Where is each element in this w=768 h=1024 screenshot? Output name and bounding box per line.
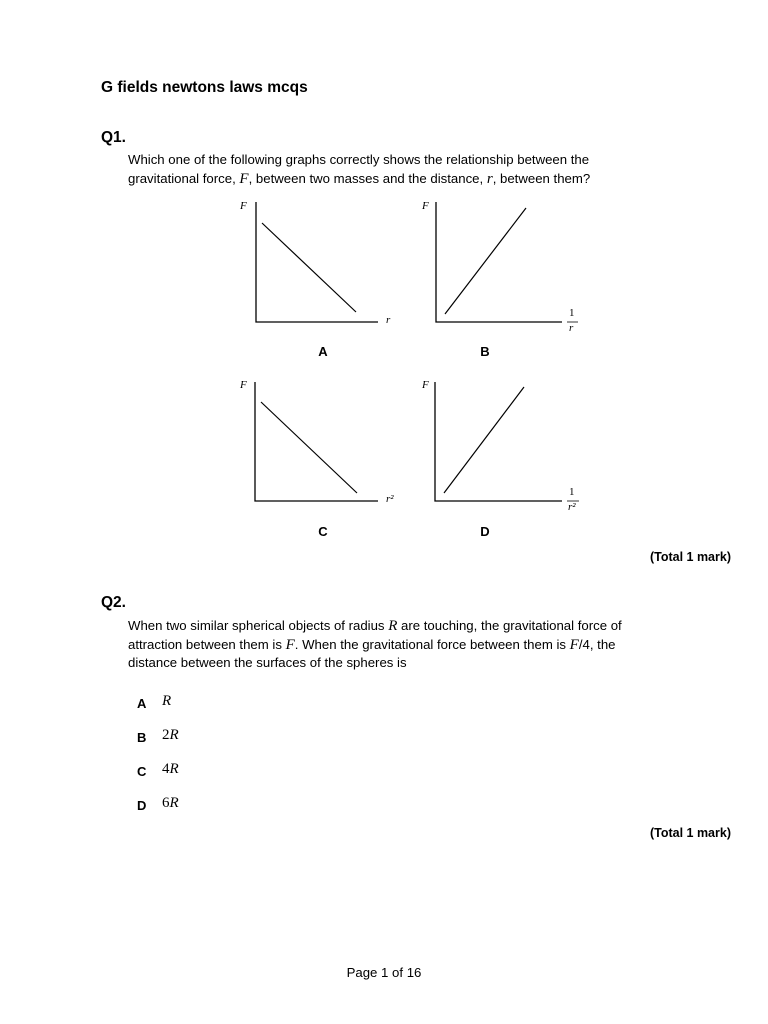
option-a-value: R <box>162 693 172 709</box>
option-b[interactable] <box>137 727 179 747</box>
question-2-line-2: attraction between them is F. When the gravitational force between them is F/4, the <box>128 636 616 653</box>
option-b-letter: B <box>137 730 147 745</box>
graph-d-label: D <box>480 524 490 539</box>
var-F: F <box>239 170 249 187</box>
question-1-number: Q1. <box>101 129 126 146</box>
graph-b-x-label-num: 1 <box>569 307 575 319</box>
graph-c-x-label: r² <box>386 493 394 505</box>
var-F: F <box>569 636 579 653</box>
var-R: R <box>388 618 398 634</box>
graph-a-axes <box>256 202 378 322</box>
graph-a-y-label: F <box>240 200 247 212</box>
question-2-line-1: When two similar spherical objects of radius R are touching, the gravitational force of <box>128 618 622 634</box>
option-c-letter: C <box>137 764 147 779</box>
question-2-text <box>128 617 708 673</box>
graph-c-line <box>261 402 357 493</box>
graph-d-line <box>444 387 524 493</box>
graph-b-line <box>445 208 526 314</box>
question-2-line-3: distance between the surfaces of the spheres is <box>128 655 407 670</box>
option-a-letter: A <box>137 696 147 711</box>
graph-d-y-label: F <box>422 379 429 391</box>
graph-a-label: A <box>318 344 328 359</box>
graph-b-y-label: F <box>422 200 429 212</box>
graph-a-line <box>262 223 356 312</box>
question-1-line-2: gravitational force, F, between two masses and the distance, r, between them? <box>128 170 591 187</box>
question-1-total: (Total 1 mark) <box>649 550 731 564</box>
graph-d-x-label-den: r² <box>568 501 576 513</box>
question-2-number: Q2. <box>101 594 126 611</box>
option-b-value: 2R <box>162 727 179 743</box>
option-c[interactable] <box>137 761 179 781</box>
option-c-value: 4R <box>162 761 179 777</box>
graph-b-label: B <box>480 344 490 359</box>
question-1-line-1: Which one of the following graphs correctly shows the relationship between the <box>128 152 590 167</box>
page-footer: Page 1 of 16 <box>346 965 422 980</box>
graph-c-label: C <box>318 524 328 539</box>
question-2-total: (Total 1 mark) <box>649 826 731 840</box>
var-r: r <box>486 170 493 187</box>
var-F: F <box>285 636 295 653</box>
graph-c-y-label: F <box>240 379 247 391</box>
graph-d-axes <box>435 382 562 501</box>
graph-b-x-label-den: r <box>569 322 574 334</box>
graph-a-x-label: r <box>386 314 391 326</box>
option-a[interactable] <box>137 693 172 713</box>
option-d-letter: D <box>137 798 147 813</box>
option-d[interactable] <box>137 795 179 815</box>
document-title: G fields newtons laws mcqs <box>101 79 308 96</box>
option-d-value: 6R <box>162 795 179 811</box>
graph-d-x-label-num: 1 <box>569 486 575 498</box>
graph-b-axes <box>436 202 562 322</box>
graph-c-axes <box>255 382 378 501</box>
